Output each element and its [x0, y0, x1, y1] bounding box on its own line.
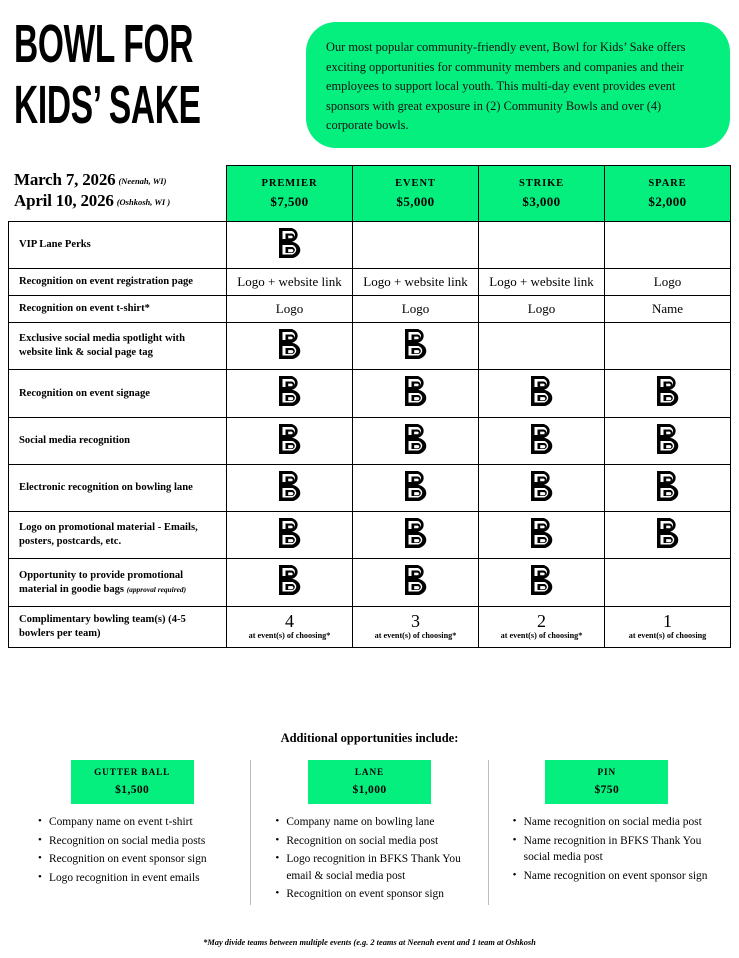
benefit-cell — [227, 222, 353, 269]
table-row — [9, 417, 731, 464]
table-row — [9, 464, 731, 511]
benefit-cell — [605, 606, 731, 647]
additional-opportunity-column — [488, 760, 725, 905]
cell-text: Logo — [275, 301, 304, 317]
benefit-cell — [605, 464, 731, 511]
benefit-cell — [605, 559, 731, 606]
team-count-note: at event(s) of choosing* — [248, 631, 331, 641]
benefit-cell — [227, 269, 353, 296]
tier-name: PREMIER — [261, 177, 318, 189]
tier-price: $5,000 — [396, 193, 435, 209]
list-item: • Recognition on social media posts — [38, 833, 244, 850]
tier-price: $3,000 — [522, 193, 561, 209]
event-city: (Neenah, WI) — [118, 176, 167, 186]
additional-opportunity-column — [250, 760, 487, 905]
opportunity-badge — [71, 760, 194, 804]
benefit-cell — [479, 559, 605, 606]
list-item: • Recognition on social media post — [275, 833, 481, 850]
benefit-cell — [353, 512, 479, 559]
list-item: • Logo recognition in BFKS Thank You email & social media post — [275, 851, 481, 884]
corner-spacer — [9, 166, 227, 222]
bbbs-b-logo-icon — [655, 374, 681, 408]
benefit-cell — [605, 269, 731, 296]
cell-text: Logo + website link — [237, 274, 342, 290]
bbbs-b-logo-icon — [403, 374, 429, 408]
bbbs-b-logo-icon — [655, 422, 681, 456]
tier-name: STRIKE — [518, 177, 565, 189]
cell-text: Logo — [527, 301, 556, 317]
bbbs-b-logo-icon — [655, 516, 681, 550]
table-row — [9, 606, 731, 647]
benefit-cell — [479, 323, 605, 370]
benefit-cell — [227, 370, 353, 417]
title-line-2: KIDS’ SAKE — [14, 74, 201, 135]
benefit-cell — [479, 464, 605, 511]
benefit-label: Electronic recognition on bowling lane — [9, 464, 227, 511]
bbbs-b-logo-icon — [277, 226, 303, 260]
opportunity-badge — [308, 760, 431, 804]
benefit-cell — [353, 296, 479, 323]
tier-header-strike — [479, 166, 605, 222]
tier-name: EVENT — [395, 177, 436, 189]
team-count: 2 — [537, 610, 546, 631]
bbbs-b-logo-icon — [403, 469, 429, 503]
benefit-label: VIP Lane Perks — [9, 222, 227, 269]
tier-header-row — [9, 166, 731, 222]
team-count-note: at event(s) of choosing* — [374, 631, 457, 641]
benefit-cell — [479, 606, 605, 647]
benefit-cell — [227, 559, 353, 606]
opportunity-benefits-list — [38, 814, 244, 886]
cell-text: Logo + website link — [363, 274, 468, 290]
team-count: 1 — [663, 610, 672, 631]
benefit-cell — [605, 512, 731, 559]
list-item: • Name recognition on event sponsor sign — [513, 868, 719, 885]
benefit-cell — [605, 296, 731, 323]
list-item: • Company name on event t-shirt — [38, 814, 244, 831]
bbbs-b-logo-icon — [403, 563, 429, 597]
list-item: • Name recognition in BFKS Thank You social media post — [513, 833, 719, 866]
opportunity-name: GUTTER BALL — [94, 767, 171, 777]
table-row — [9, 296, 731, 323]
cell-text: Logo — [653, 274, 682, 290]
team-count-note: at event(s) of choosing* — [500, 631, 583, 641]
benefit-cell — [353, 370, 479, 417]
table-row — [9, 370, 731, 417]
event-city: (Oshkosh, WI ) — [116, 196, 171, 207]
bbbs-b-logo-icon — [403, 422, 429, 456]
opportunity-price: $750 — [594, 784, 620, 796]
bbbs-b-logo-icon — [655, 469, 681, 503]
page-header — [0, 0, 739, 160]
opportunity-price: $1,500 — [115, 784, 150, 796]
opportunity-price: $1,000 — [352, 784, 387, 796]
table-row — [9, 269, 731, 296]
benefit-cell — [227, 417, 353, 464]
team-count: 4 — [285, 610, 294, 631]
tier-header-spare — [605, 166, 731, 222]
opportunity-benefits-list — [513, 814, 719, 884]
event-date: March 7, 2026 — [14, 170, 116, 189]
table-row — [9, 323, 731, 370]
table-body — [9, 222, 731, 648]
bbbs-b-logo-icon — [529, 563, 555, 597]
cell-text: Name — [651, 301, 684, 317]
bbbs-b-logo-icon — [529, 422, 555, 456]
title-line-1: BOWL FOR — [14, 14, 194, 74]
benefit-cell — [605, 222, 731, 269]
benefit-cell — [479, 296, 605, 323]
tier-header-event — [353, 166, 479, 222]
bbbs-b-logo-icon — [529, 469, 555, 503]
benefit-cell — [227, 296, 353, 323]
opportunity-badge — [545, 760, 668, 804]
footnote: *May divide teams between multiple events (e.g. 2 teams at Neenah event and 1 team at Oshkosh — [203, 938, 536, 947]
benefit-label: Logo on promotional material - Emails, posters, postcards, etc. — [9, 512, 227, 559]
bbbs-b-logo-icon — [277, 516, 303, 550]
benefit-cell — [605, 417, 731, 464]
additional-opportunities — [14, 760, 725, 905]
bbbs-b-logo-icon — [529, 516, 555, 550]
intro-callout-box — [306, 22, 730, 148]
bbbs-b-logo-icon — [403, 516, 429, 550]
tier-header-premier — [227, 166, 353, 222]
tier-price: $2,000 — [648, 193, 687, 209]
benefit-note: (approval required) — [126, 584, 187, 594]
bbbs-b-logo-icon — [277, 327, 303, 361]
benefit-cell — [227, 512, 353, 559]
table-header — [9, 166, 731, 222]
benefit-cell — [479, 269, 605, 296]
benefit-cell — [227, 606, 353, 647]
bbbs-b-logo-icon — [403, 327, 429, 361]
benefit-cell — [479, 417, 605, 464]
additional-opportunity-column — [14, 760, 250, 905]
tier-name: SPARE — [648, 177, 687, 189]
intro-text: Our most popular community-friendly event, Bowl for Kids’ Sake offers exciting opportunities for community members and companies and their employees to support local youth. This multi-day event provides event sponsors with great exposure in (2) Community Bowls and over (4) corporate bowls. — [326, 40, 686, 133]
benefit-cell — [353, 417, 479, 464]
benefit-cell — [227, 323, 353, 370]
benefit-label: Exclusive social media spotlight with website link & social page tag — [9, 323, 227, 370]
benefit-label: Recognition on event t-shirt* — [9, 296, 227, 323]
benefit-cell — [353, 222, 479, 269]
list-item: • Recognition on event sponsor sign — [38, 851, 244, 868]
benefit-cell — [605, 323, 731, 370]
benefit-cell — [227, 464, 353, 511]
table-row — [9, 512, 731, 559]
benefit-cell — [353, 606, 479, 647]
benefit-label: Social media recognition — [9, 417, 227, 464]
cell-text: Logo — [401, 301, 430, 317]
tier-price: $7,500 — [270, 193, 309, 209]
list-item: • Logo recognition in event emails — [38, 870, 244, 887]
bbbs-b-logo-icon — [277, 469, 303, 503]
team-count: 3 — [411, 610, 420, 631]
benefit-cell — [353, 464, 479, 511]
benefit-label: Recognition on event registration page — [9, 269, 227, 296]
opportunity-name: PIN — [597, 767, 617, 777]
table-row — [9, 222, 731, 269]
bbbs-b-logo-icon — [529, 374, 555, 408]
bbbs-b-logo-icon — [277, 374, 303, 408]
benefit-label: Recognition on event signage — [9, 370, 227, 417]
benefit-cell — [605, 370, 731, 417]
opportunity-benefits-list — [275, 814, 481, 903]
table-row — [9, 559, 731, 606]
event-date: April 10, 2026 — [14, 190, 114, 210]
benefit-label: Opportunity to provide promotional material in goodie bags (approval required) — [9, 559, 227, 606]
benefit-cell — [479, 370, 605, 417]
sponsorship-benefits-table — [8, 165, 731, 648]
list-item: • Recognition on event sponsor sign — [275, 886, 481, 903]
list-item: • Name recognition on social media post — [513, 814, 719, 831]
team-count-note: at event(s) of choosing — [628, 631, 707, 641]
benefit-label: Complimentary bowling team(s) (4-5 bowlers per team) — [9, 606, 227, 647]
benefit-cell — [353, 323, 479, 370]
benefit-cell — [479, 222, 605, 269]
bbbs-b-logo-icon — [277, 563, 303, 597]
list-item: • Company name on bowling lane — [275, 814, 481, 831]
additional-opportunities-heading: Additional opportunities include: — [280, 731, 459, 745]
page-title — [14, 14, 264, 135]
benefit-cell — [479, 512, 605, 559]
opportunity-name: LANE — [354, 767, 385, 777]
benefit-cell — [353, 559, 479, 606]
bbbs-b-logo-icon — [277, 422, 303, 456]
benefit-cell — [353, 269, 479, 296]
cell-text: Logo + website link — [489, 274, 594, 290]
